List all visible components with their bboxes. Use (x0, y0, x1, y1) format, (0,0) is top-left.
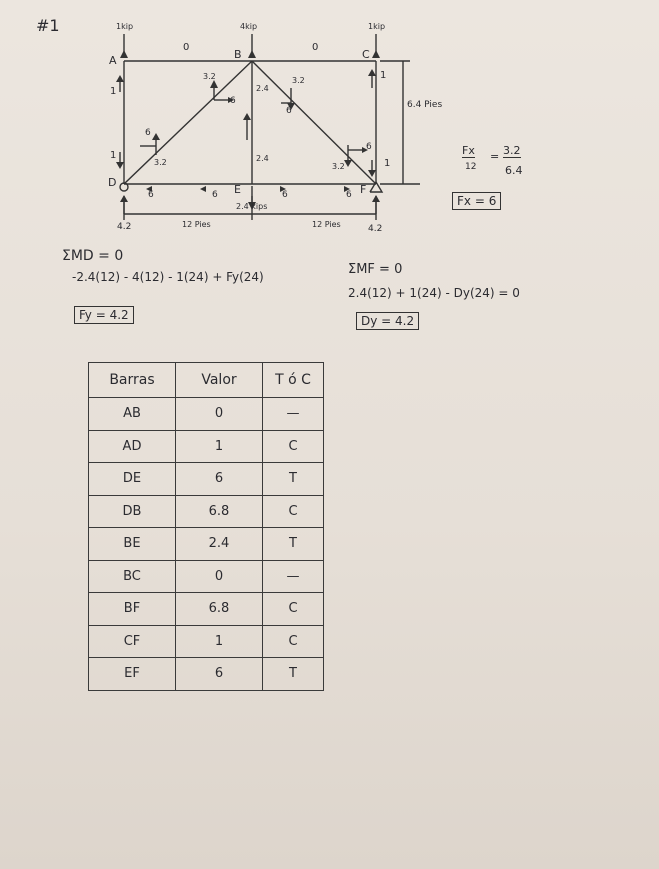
table-row (89, 593, 324, 626)
cell-bar: AD (89, 430, 176, 463)
height-dimension: 6.4 Pies (407, 100, 443, 110)
cell-value: 6 (176, 658, 263, 691)
cell-bar: AB (89, 398, 176, 431)
load-label-e: 2.4 kips (236, 202, 268, 211)
load-label-c: 1kip (368, 22, 386, 31)
cell-type: — (263, 560, 324, 593)
table-row (89, 495, 324, 528)
fy-result-box: Fy = 4.2 (74, 306, 134, 324)
label-c-arrow: 6 (366, 142, 372, 152)
header-valor: Valor (176, 363, 263, 398)
label-cf-bottom: 1 (384, 158, 391, 169)
table-row (89, 463, 324, 496)
label-be-value: 2.4 (256, 154, 269, 163)
label-db-force: 6 (145, 128, 151, 138)
eq-right-title: ΣMF = 0 (348, 262, 403, 277)
label-ad-bottom: 1 (110, 150, 117, 161)
table-row (89, 625, 324, 658)
cell-value: 1 (176, 625, 263, 658)
ratio-left-num: Fx (462, 144, 475, 157)
cell-value: 0 (176, 398, 263, 431)
label-ef-left: 6 (282, 190, 288, 200)
label-ef-right: 6 (346, 190, 352, 200)
cell-bar: DE (89, 463, 176, 496)
cell-type: C (263, 430, 324, 463)
table-row (89, 528, 324, 561)
cell-bar: EF (89, 658, 176, 691)
eq-left-title: ΣMD = 0 (62, 248, 124, 264)
load-label-b: 4kip (240, 22, 258, 31)
label-2-4-top: 2.4 (256, 84, 269, 93)
cell-bar: BC (89, 560, 176, 593)
label-bf-force: 6 (286, 106, 292, 116)
cell-value: 6.8 (176, 495, 263, 528)
span-right-dimension: 12 Pies (312, 220, 341, 229)
cell-value: 6.8 (176, 593, 263, 626)
label-b-arrow: 6 (230, 96, 236, 106)
node-a: A (109, 54, 117, 67)
cell-type: C (263, 593, 324, 626)
header-t-o-c: T ó C (263, 363, 324, 398)
dy-result-box: Dy = 4.2 (356, 312, 419, 330)
eq-left-line: -2.4(12) - 4(12) - 1(24) + Fy(24) (72, 270, 264, 284)
page-number: #1 (36, 16, 60, 35)
table-row (89, 398, 324, 431)
ratio-left-den: 12 (465, 162, 477, 172)
cell-value: 1 (176, 430, 263, 463)
cell-type: C (263, 625, 324, 658)
reaction-d: 4.2 (117, 222, 132, 232)
cell-bar: DB (89, 495, 176, 528)
table-row (89, 430, 324, 463)
member-db (124, 61, 252, 184)
cell-type: T (263, 658, 324, 691)
node-b: B (234, 48, 242, 61)
node-f: F (360, 183, 367, 196)
label-de-right: 6 (212, 190, 218, 200)
header-barras: Barras (89, 363, 176, 398)
span-left-dimension: 12 Pies (182, 220, 211, 229)
label-bf-small: 3.2 (332, 162, 345, 171)
cell-bar: BE (89, 528, 176, 561)
cell-value: 2.4 (176, 528, 263, 561)
label-cf-top: 1 (380, 70, 387, 81)
label-db-small: 3.2 (154, 158, 167, 167)
table-row (89, 560, 324, 593)
label-ab-value: 0 (183, 42, 190, 53)
cell-bar: CF (89, 625, 176, 658)
cell-type: — (263, 398, 324, 431)
cell-type: C (263, 495, 324, 528)
cell-type: T (263, 528, 324, 561)
member-bf (252, 61, 376, 184)
label-3-2-a: 3.2 (203, 72, 216, 81)
node-e: E (234, 183, 241, 196)
reaction-f: 4.2 (368, 224, 383, 234)
ratio-right-den: 6.4 (505, 164, 523, 177)
cell-value: 6 (176, 463, 263, 496)
label-3-2-b: 3.2 (292, 76, 305, 85)
members-table (88, 362, 324, 691)
equals-sign: = (490, 150, 500, 163)
cell-type: T (263, 463, 324, 496)
label-de-left: 6 (148, 190, 154, 200)
load-label-a: 1kip (116, 22, 134, 31)
node-d: D (108, 176, 117, 189)
label-ad-top: 1 (110, 86, 117, 97)
table-header-row (89, 363, 324, 398)
cell-bar: BF (89, 593, 176, 626)
fx-result-box: Fx = 6 (452, 192, 501, 210)
node-c: C (362, 48, 370, 61)
cell-value: 0 (176, 560, 263, 593)
table-row (89, 658, 324, 691)
label-bc-value: 0 (312, 42, 319, 53)
ratio-right-num: 3.2 (503, 144, 521, 157)
eq-right-line: 2.4(12) + 1(24) - Dy(24) = 0 (348, 286, 520, 300)
